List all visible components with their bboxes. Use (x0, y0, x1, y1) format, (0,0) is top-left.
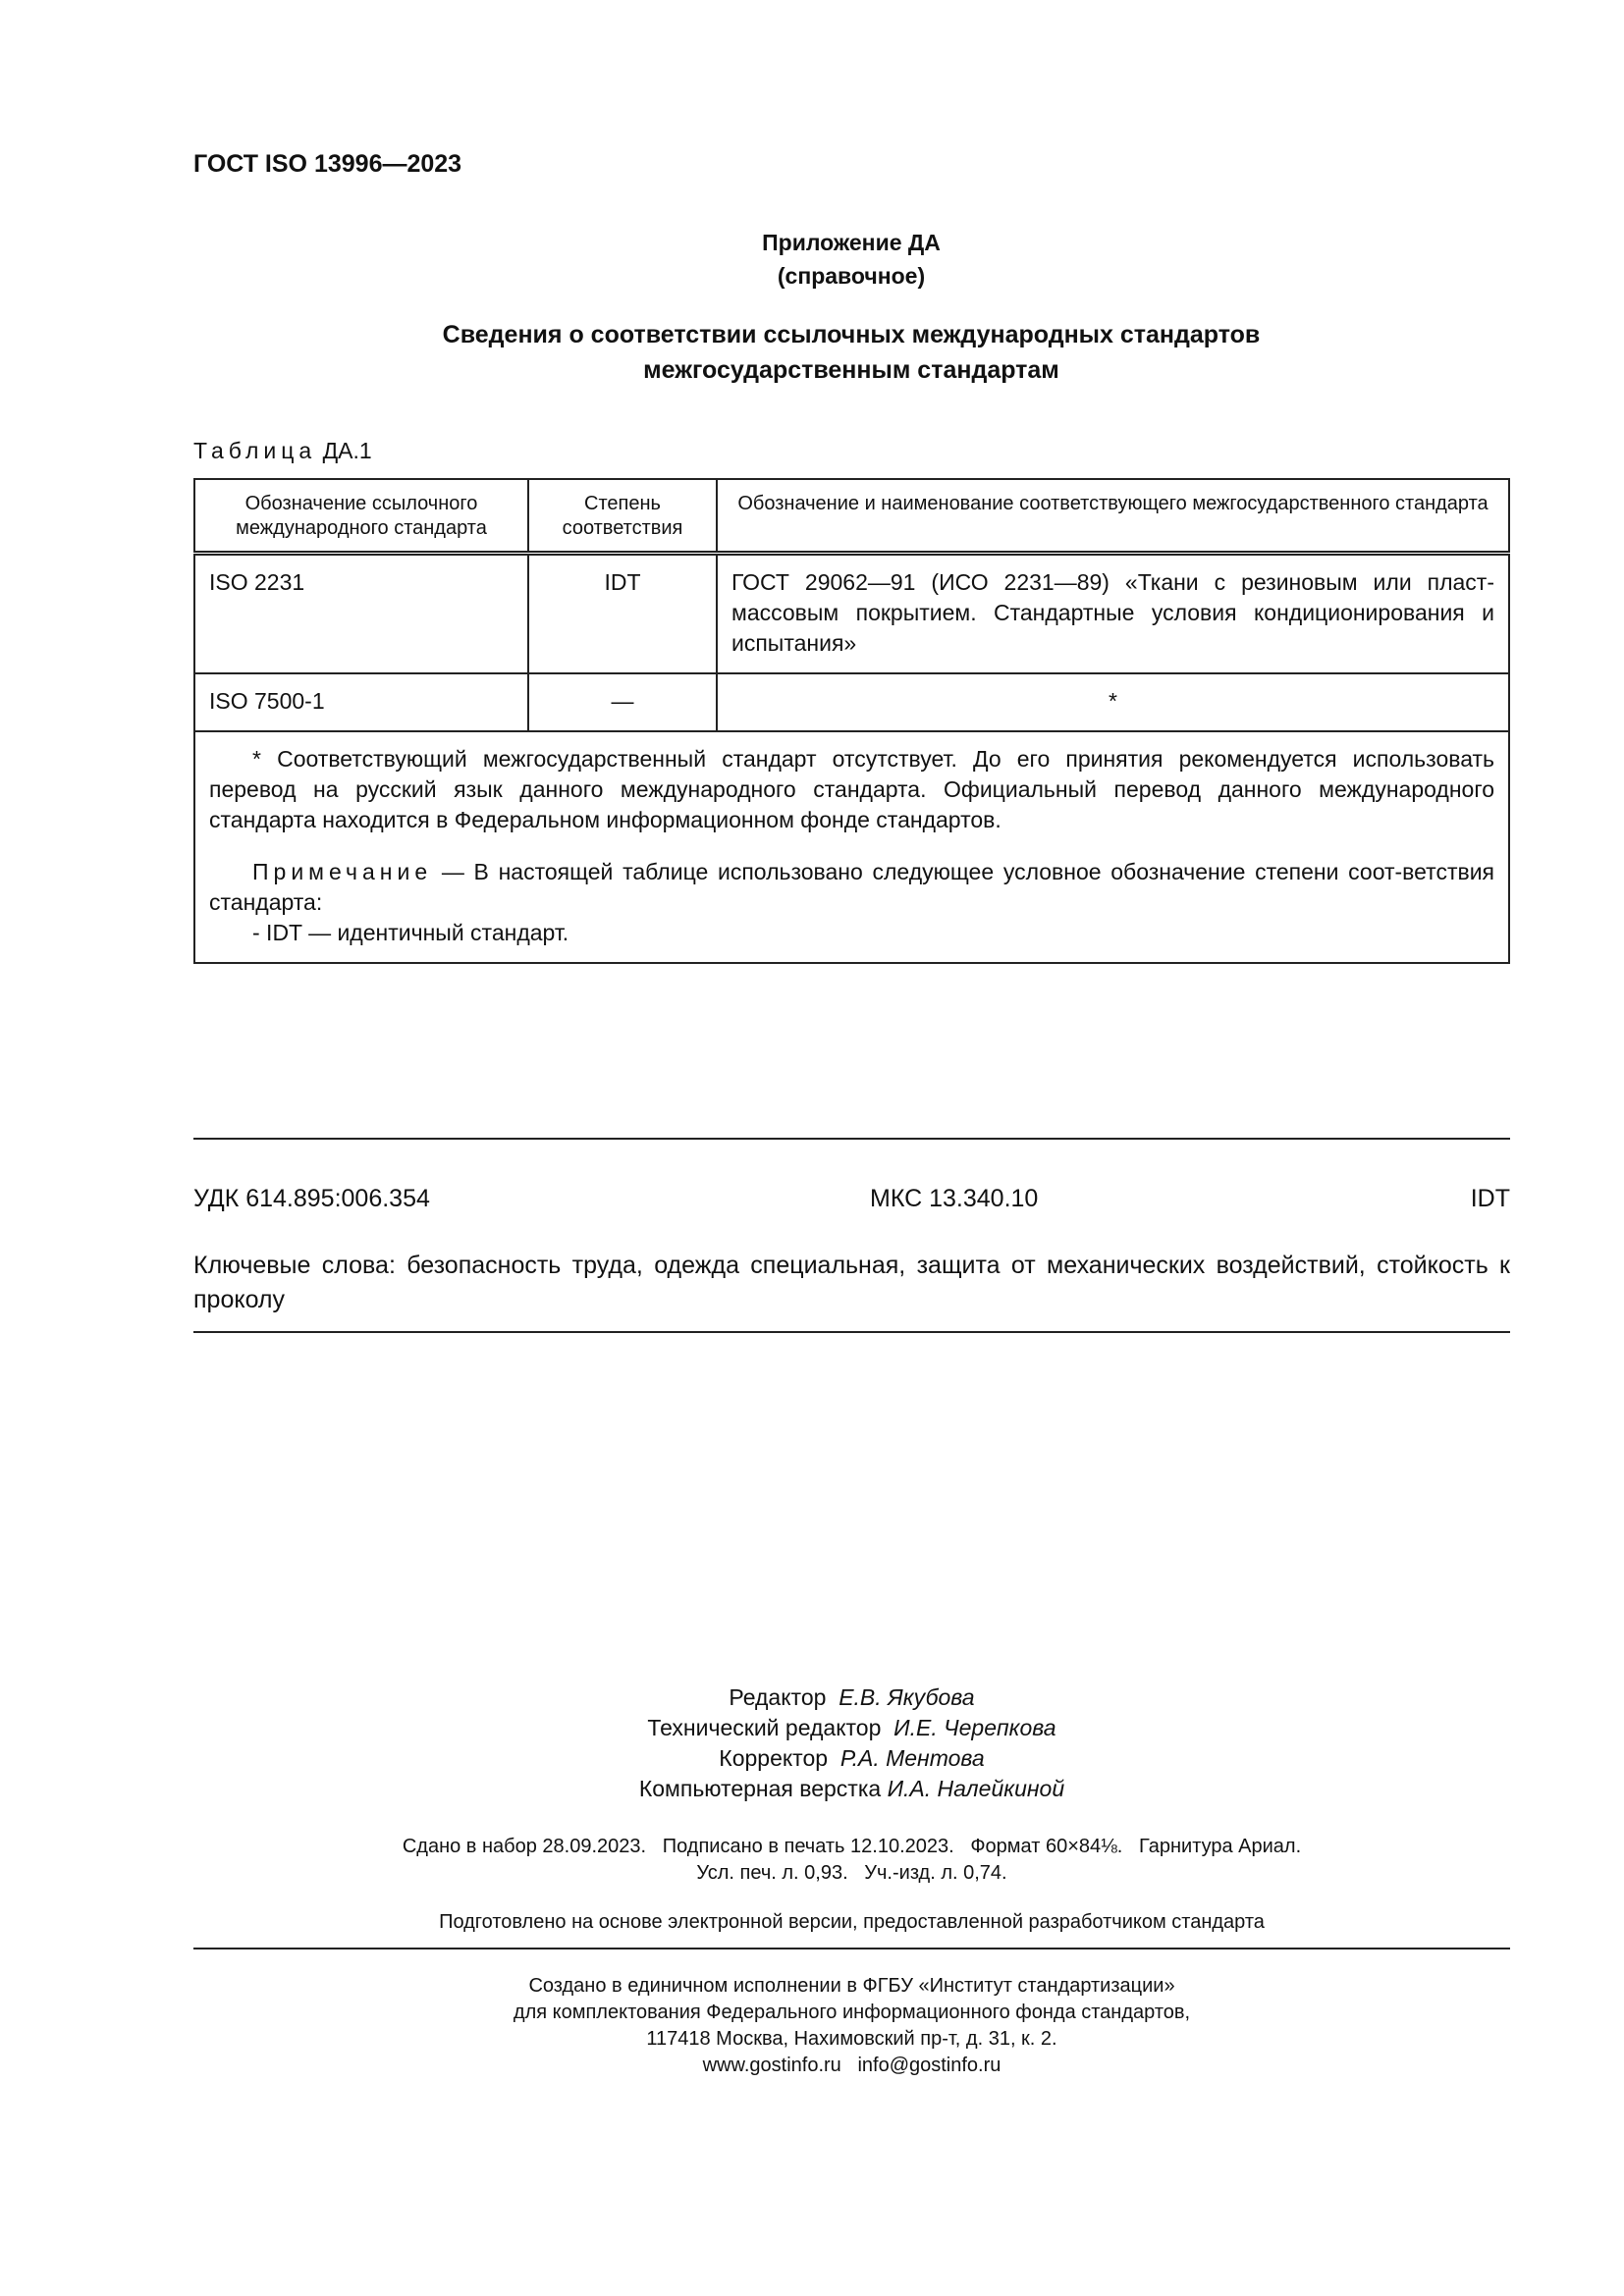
publisher-block (193, 1973, 1510, 2079)
document-code: ГОСТ ISO 13996—2023 (193, 150, 462, 178)
table-row (194, 673, 1509, 731)
credit-role: Корректор (719, 1745, 829, 1771)
cell-degree: IDT (528, 554, 717, 674)
credit-tech-editor (193, 1713, 1510, 1743)
prepared-note: Подготовлено на основе электронной версии, предоставленной разработчиком стандарта (439, 1911, 1265, 1933)
table-note-row (194, 731, 1509, 963)
table-row (194, 554, 1509, 674)
note-word: Примечание (252, 859, 433, 884)
credit-name: Е.В. Якубова (839, 1684, 975, 1710)
credits-block (193, 1682, 1510, 1804)
divider-bottom (193, 1948, 1510, 1949)
table-note (209, 857, 1494, 918)
degree-code: IDT (1470, 1185, 1510, 1212)
credit-proofreader (193, 1743, 1510, 1774)
divider-top (193, 1138, 1510, 1140)
table-label (193, 438, 372, 464)
credit-editor (193, 1682, 1510, 1713)
cell-name: ГОСТ 29062—91 (ИСО 2231—89) «Ткани с резиновым или пласт-массовым покрытием. Стандартные условия кондиционирования и испытания» (717, 554, 1509, 674)
table-header-row (194, 479, 1509, 554)
credit-name: И.Е. Черепкова (893, 1715, 1056, 1740)
credit-role: Редактор (729, 1684, 827, 1710)
column-header-ref: Обозначение ссылочного международного стандарта (194, 479, 528, 554)
table-label-word: Таблица (193, 438, 317, 463)
cell-degree: — (528, 673, 717, 731)
section-title (193, 317, 1509, 388)
table-label-number: ДА.1 (322, 438, 372, 463)
reference-table (193, 478, 1510, 964)
cell-ref: ISO 7500-1 (194, 673, 528, 731)
appendix-subtitle: (справочное) (777, 263, 926, 289)
table-footnote: * Соответствующий межгосударственный стандарт отсутствует. До его принятия рекомендуется использовать перевод на русский язык данного международного стандарта. Официальный перевод данного международного стандарта находится в Федеральном информационном фонде стандартов. (209, 746, 1494, 832)
credit-role: Компьютерная верстка (638, 1776, 882, 1801)
credit-layout (193, 1774, 1510, 1804)
print-info-line1: Сдано в набор 28.09.2023. Подписано в печать 12.10.2023. Формат 60×84⅛. Гарнитура Ариал. (402, 1836, 1302, 1857)
cell-name: * (717, 673, 1509, 731)
credit-role: Технический редактор (647, 1715, 882, 1740)
appendix-heading (193, 226, 1509, 293)
print-info (193, 1834, 1510, 1887)
publisher-line2: для комплектования Федерального информационного фонда стандартов, (513, 2002, 1191, 2023)
column-header-degree: Степень соответствия (528, 479, 717, 554)
appendix-title: Приложение ДА (762, 230, 941, 255)
cell-ref: ISO 2231 (194, 554, 528, 674)
publisher-line3: 117418 Москва, Нахимовский пр-т, д. 31, к. 2. (646, 2028, 1057, 2050)
publisher-line1: Создано в единичном исполнении в ФГБУ «Институт стандартизации» (528, 1975, 1175, 1997)
keywords: Ключевые слова: безопасность труда, одежда специальная, защита от механических воздействий, стойкость к проколу (193, 1252, 1510, 1313)
print-info-line2: Усл. печ. л. 0,93. Уч.-изд. л. 0,74. (696, 1862, 1007, 1884)
credit-name: Р.А. Ментова (839, 1745, 985, 1771)
credit-name: И.А. Налейкиной (887, 1776, 1065, 1801)
divider-middle (193, 1331, 1510, 1333)
note-item: - IDT — идентичный стандарт. (252, 920, 569, 945)
column-header-name: Обозначение и наименование соответствующего межгосударственного стандарта (717, 479, 1509, 554)
table-note-cell (194, 731, 1509, 963)
publisher-line4: www.gostinfo.ru info@gostinfo.ru (702, 2055, 1001, 2076)
mks-code: МКС 13.340.10 (870, 1185, 1039, 1212)
udk-code: УДК 614.895:006.354 (193, 1185, 430, 1212)
section-title-line2: межгосударственным стандартам (643, 356, 1059, 384)
section-title-line1: Сведения о соответствии ссылочных международных стандартов (442, 321, 1261, 348)
note-text: — В настоящей таблице использовано следующее условное обозначение степени соот-ветствия стандарта: (209, 859, 1494, 915)
